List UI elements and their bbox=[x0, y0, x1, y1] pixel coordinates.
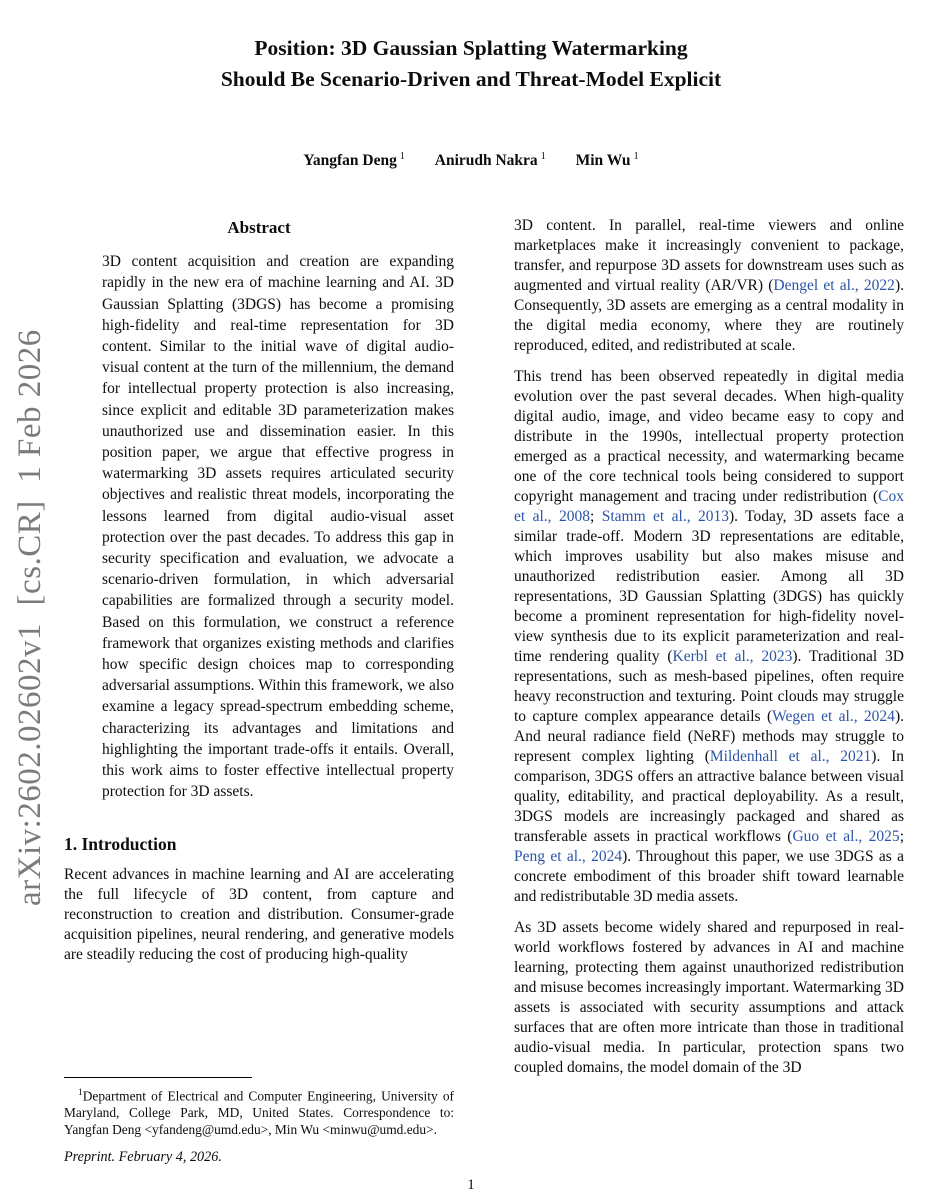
abstract-text: 3D content acquisition and creation are expanding rapidly in the new era of machine learning and AI. 3D Gaussian Splatting (3DGS) has become a promising high-fidelity and real-time representation for 3D content. Similar to the initial wave of digital audio-visual content at the turn of the millennium, the demand for intellectual property protection is also increasing, since explicit and editable 3D parameterization makes unauthorized use and dissemination easier. In this position paper, we argue that effective progress in watermarking 3D assets requires articulated security objectives and realistic threat models, incorporating the lessons learned from digital audio-visual asset protection over the past decades. To address this gap in security specification and evaluation, we advocate a scenario-driven formulation, in which adversarial capabilities are formalized through a security model. Based on this formulation, we construct a reference framework that organizes existing methods and clarifies how specific design choices map to corresponding adversarial assumptions. Within this framework, we also examine a legacy spread-spectrum embedding scheme, characterizing its advantages and limitations and highlighting the important trade-offs it entails. Overall, this work aims to foster effective intellectual property protection for 3D assets. bbox=[102, 253, 454, 801]
footnote-block bbox=[64, 1077, 454, 1168]
introduction-paragraph: Recent advances in machine learning and AI are accelerating the full lifecycle of 3D content, from capture and reconstruction to creation and distribution. Consumer-grade acquisition pipelines, neural rendering, and generative models are steadily reducing the cost of producing high-quality bbox=[64, 866, 454, 964]
preprint-note: Preprint. February 4, 2026. bbox=[64, 1149, 222, 1166]
author-1 bbox=[303, 152, 404, 169]
text-run: ). In comparison, 3DGS offers an attractive balance between visual quality, editability, and practical deployability. As a result, 3DGS models are increasingly packaged and shared as transferable assets in practical workflows ( bbox=[514, 748, 904, 846]
citation-link[interactable]: Stamm et al., 2013 bbox=[601, 508, 729, 526]
two-column-body bbox=[64, 216, 904, 1168]
title-line-1: Position: 3D Gaussian Splatting Watermarking bbox=[254, 36, 688, 60]
footnote-marker: 1 bbox=[78, 1087, 83, 1098]
author-line bbox=[0, 151, 942, 170]
section-heading-introduction: 1. Introduction bbox=[64, 834, 177, 855]
citation-link[interactable]: Kerbl et al., 2023 bbox=[672, 648, 793, 666]
text-run: ). Throughout this paper, we use 3DGS as a concrete embodiment of this broader shift toward learnable and redistributable 3D media assets. bbox=[514, 848, 904, 906]
text-run: This trend has been observed repeatedly in digital media evolution over the past several decades. When high-quality digital audio, image, and video became easy to copy and distribute in the 1990s, intellectual property protection emerged as a practical necessity, and watermarking became one of the core technical tools being considered to support copyright management and tracing under redistribution ( bbox=[514, 368, 904, 506]
author-1-name: Yangfan Deng bbox=[303, 152, 397, 170]
text-run: As 3D assets become widely shared and repurposed in real-world workflows fostered by advances in AI and machine learning, protecting them against unauthorized redistribution and misuse becomes increasingly important. Watermarking 3D assets is associated with security assumptions and attack surfaces that are often more intricate than those in traditional audio-visual media. In particular, protection spans two coupled domains, the model domain of the 3D bbox=[514, 919, 904, 1077]
text-run: ). Traditional 3D representations, such as mesh-based pipelines, often require heavy reconstruction and texturing. Point clouds may struggle to capture complex appearance details ( bbox=[514, 648, 904, 726]
text-run: ; bbox=[899, 828, 904, 846]
arxiv-stamp: arXiv:2602.02602v1 [cs.CR] 1 Feb 2026 bbox=[12, 329, 48, 906]
right-column bbox=[514, 216, 904, 1168]
text-run: ; bbox=[589, 508, 602, 526]
author-1-affiliation-mark: 1 bbox=[399, 151, 405, 162]
author-3 bbox=[576, 152, 639, 169]
footnote-text: Department of Electrical and Computer Engineering, University of Maryland, College Park, MD, United States. Correspondence to: Yangfan Deng <yfandeng@umd.edu>, Min Wu <minwu@umd.edu>. bbox=[64, 1088, 454, 1138]
author-3-affiliation-mark: 1 bbox=[633, 151, 639, 162]
footnote-rule bbox=[64, 1077, 252, 1078]
body-paragraph bbox=[514, 918, 904, 1078]
affiliation-footnote bbox=[64, 1085, 454, 1138]
body-paragraph bbox=[514, 216, 904, 356]
citation-link[interactable]: Wegen et al., 2024 bbox=[772, 708, 895, 726]
author-3-name: Min Wu bbox=[575, 152, 631, 170]
author-2-affiliation-mark: 1 bbox=[540, 151, 546, 162]
left-column bbox=[64, 216, 454, 1168]
text-run: 3D content. In parallel, real-time viewers and online marketplaces make it increasingly convenient to package, transfer, and repurpose 3D assets for downstream uses such as augmented and virtual reality (AR/VR) ( bbox=[514, 217, 904, 295]
paper-title bbox=[70, 33, 872, 95]
text-run: ). Today, 3D assets face a similar trade-off. Modern 3D representations are editable, which improves usability but also makes misuse and unauthorized redistribution easier. Among all 3D representations, 3D Gaussian Splatting (3DGS) has quickly become a prominent representation for high-fidelity novel-view synthesis due to its explicit parameterization and real-time rendering quality ( bbox=[514, 508, 904, 666]
citation-link[interactable]: Peng et al., 2024 bbox=[514, 848, 623, 866]
citation-link[interactable]: Dengel et al., 2022 bbox=[773, 277, 895, 295]
abstract-heading: Abstract bbox=[227, 218, 291, 238]
citation-link[interactable]: Mildenhall et al., 2021 bbox=[709, 748, 872, 766]
citation-link[interactable]: Guo et al., 2025 bbox=[792, 828, 900, 846]
body-paragraph bbox=[514, 367, 904, 907]
citation-link[interactable]: Cox et al., 2008 bbox=[514, 488, 904, 526]
text-run: ). Consequently, 3D assets are emerging as a central modality in the digital media economy, where they are routinely reproduced, edited, and redistributed at scale. bbox=[514, 277, 904, 355]
title-line-2: Should Be Scenario-Driven and Threat-Model Explicit bbox=[220, 67, 722, 91]
text-run: ). And neural radiance field (NeRF) methods may struggle to represent complex lighting ( bbox=[514, 708, 904, 766]
page-number: 1 bbox=[467, 1177, 475, 1193]
author-2-name: Anirudh Nakra bbox=[434, 152, 538, 170]
author-2 bbox=[435, 152, 546, 169]
